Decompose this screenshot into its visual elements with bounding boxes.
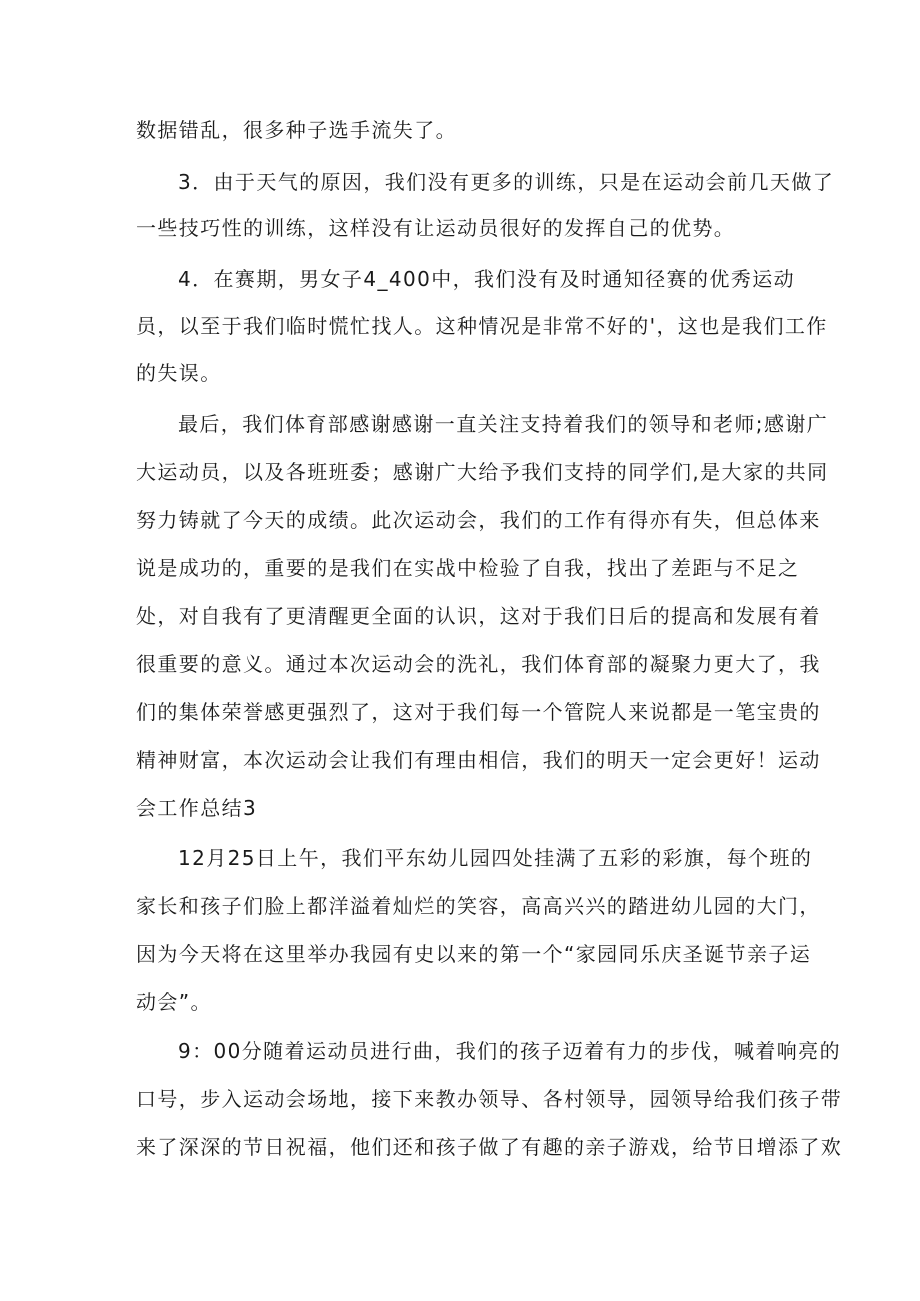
text-line: 大运动员，以及各班班委；感谢广大给予我们支持的同学们,是大家的共同 bbox=[136, 460, 829, 484]
text-line: 努力铸就了今天的成绩。此次运动会，我们的工作有得亦有失，但总体来 bbox=[136, 508, 821, 532]
text-line: 12月25日上午，我们平东幼儿园四处挂满了五彩的彩旗，每个班的 bbox=[178, 846, 813, 870]
text-line: 因为今天将在这里举办我园有史以来的第一个“家园同乐庆圣诞节亲子运 bbox=[136, 942, 812, 966]
text-line: 9：00分随着运动员进行曲，我们的孩子迈着有力的步伐，喊着响亮的 bbox=[178, 1039, 841, 1063]
text-line: 最后，我们体育部感谢感谢一直关注支持着我们的领导和老师;感谢广 bbox=[178, 412, 829, 436]
text-line: 会工作总结3 bbox=[136, 796, 258, 820]
text-line: 3．由于天气的原因，我们没有更多的训练，只是在运动会前几天做了 bbox=[178, 170, 835, 194]
text-line: 的失误。 bbox=[136, 361, 222, 385]
text-line: 数据错乱，很多种子选手流失了。 bbox=[136, 118, 457, 142]
text-line: 家长和孩子们脸上都洋溢着灿烂的笑容，高高兴兴的踏进幼儿园的大门， bbox=[136, 894, 821, 918]
text-line: 说是成功的，重要的是我们在实战中检验了自我，找出了差距与不足之 bbox=[136, 556, 800, 580]
text-line: 口号，步入运动会场地，接下来教办领导、各村领导，园领导给我们孩子带 bbox=[136, 1087, 843, 1111]
text-line: 动会”。 bbox=[136, 990, 212, 1014]
text-line: 来了深深的节日祝福，他们还和孩子做了有趣的亲子游戏，给节日增添了欢 bbox=[136, 1135, 843, 1159]
text-line: 精神财富，本次运动会让我们有理由相信，我们的明天一定会更好！运动 bbox=[136, 748, 821, 772]
text-line: 一些技巧性的训练，这样没有让运动员很好的发挥自己的优势。 bbox=[136, 216, 736, 240]
text-line: 们的集体荣誉感更强烈了，这对于我们每一个管院人来说都是一笔宝贵的 bbox=[136, 700, 821, 724]
text-line: 很重要的意义。通过本次运动会的洗礼，我们体育部的凝聚力更大了，我 bbox=[136, 652, 821, 676]
text-line: 4．在赛期，男女子4_400中，我们没有及时通知径赛的优秀运动 bbox=[178, 267, 796, 291]
text-line: 员，以至于我们临时慌忙找人。这种情况是非常不好的'，这也是我们工作 bbox=[136, 314, 828, 338]
text-line: 处，对自我有了更清醒更全面的认识，这对于我们日后的提高和发展有着 bbox=[136, 604, 821, 628]
